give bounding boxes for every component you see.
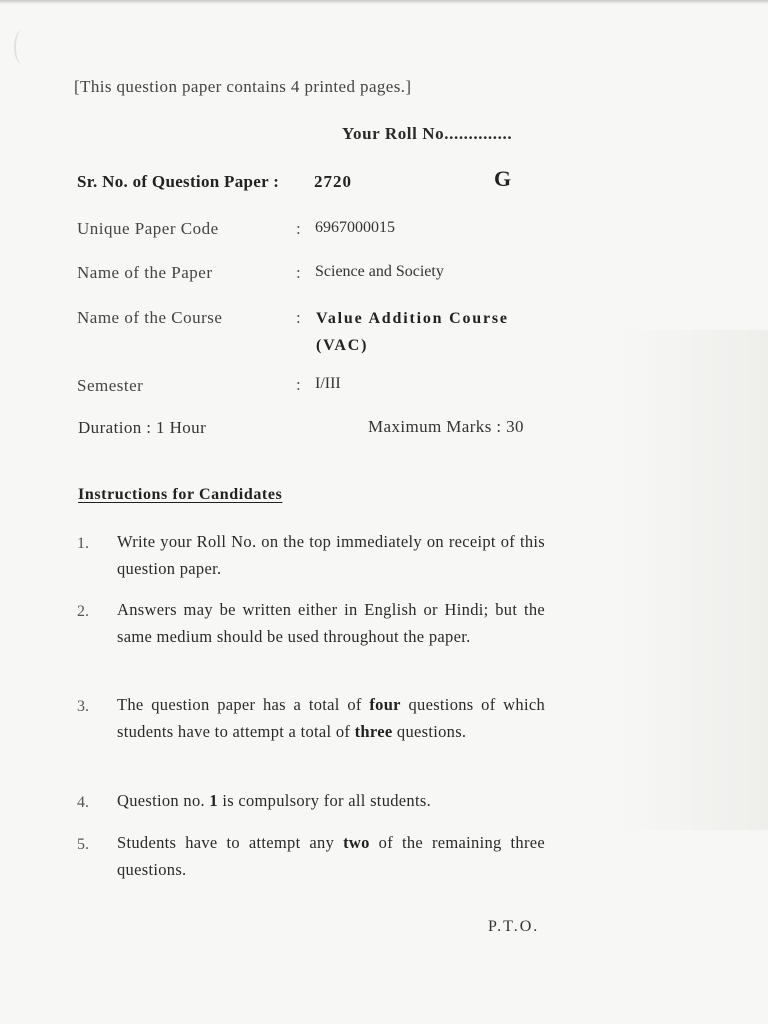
semester-value: I/III: [315, 375, 341, 392]
course-name-value: Value Addition Course (VAC): [316, 310, 509, 354]
roll-number-line: Your Roll No..............: [342, 124, 513, 143]
instruction-text: Question no.: [117, 791, 210, 810]
scan-smudge: [14, 30, 30, 64]
serial-number-label: Sr. No. of Question Paper :: [77, 172, 280, 191]
field-separator: :: [296, 375, 301, 394]
instruction-item-4: [117, 787, 545, 814]
instructions-heading: Instructions for Candidates: [78, 486, 283, 503]
instruction-number: 2.: [77, 603, 89, 620]
exam-duration: Duration : 1 Hour: [78, 418, 207, 437]
instruction-text: of the remaining three questions.: [117, 833, 545, 879]
instruction-number: 5.: [77, 836, 89, 853]
instruction-emphasis: three: [354, 722, 393, 741]
field-separator: :: [296, 219, 301, 238]
instruction-emphasis: 1: [209, 791, 218, 810]
instruction-text: questions.: [392, 722, 467, 741]
instruction-number: 3.: [77, 698, 89, 715]
instruction-number: 4.: [77, 794, 89, 811]
instruction-text: Students have to attempt any: [117, 833, 344, 852]
field-separator: :: [296, 308, 301, 327]
semester-label: Semester: [77, 376, 144, 395]
instruction-item-2: Answers may be written either in English or Hindi; but the same medium should be used throughout the paper.: [117, 600, 545, 646]
instruction-number: 1.: [77, 535, 89, 552]
instruction-item-5: [117, 829, 545, 883]
instruction-emphasis: two: [343, 833, 370, 852]
instruction-text: The question paper has a total of: [117, 695, 370, 714]
page-top-edge: [0, 0, 768, 4]
course-name-label: Name of the Course: [77, 308, 223, 327]
field-separator: :: [296, 263, 301, 282]
please-turn-over: P.T.O.: [488, 918, 540, 935]
instruction-emphasis: four: [369, 695, 401, 714]
paper-name-value: Science and Society: [315, 263, 444, 280]
unique-paper-code-value: 6967000015: [315, 219, 395, 236]
set-letter: G: [494, 166, 512, 191]
instruction-item-1: Write your Roll No. on the top immediately on receipt of this question paper.: [117, 532, 545, 578]
maximum-marks: Maximum Marks : 30: [368, 417, 524, 436]
serial-number-value: 2720: [314, 172, 352, 191]
instruction-item-3: [117, 691, 545, 745]
instruction-text: questions of which students have to attempt a total of: [117, 695, 546, 741]
paper-name-label: Name of the Paper: [77, 263, 213, 282]
scan-shadow: [618, 330, 768, 830]
instruction-text: is compulsory for all students.: [217, 791, 431, 810]
page-count-note: [This question paper contains 4 printed pages.]: [74, 77, 412, 96]
unique-paper-code-label: Unique Paper Code: [77, 219, 219, 238]
